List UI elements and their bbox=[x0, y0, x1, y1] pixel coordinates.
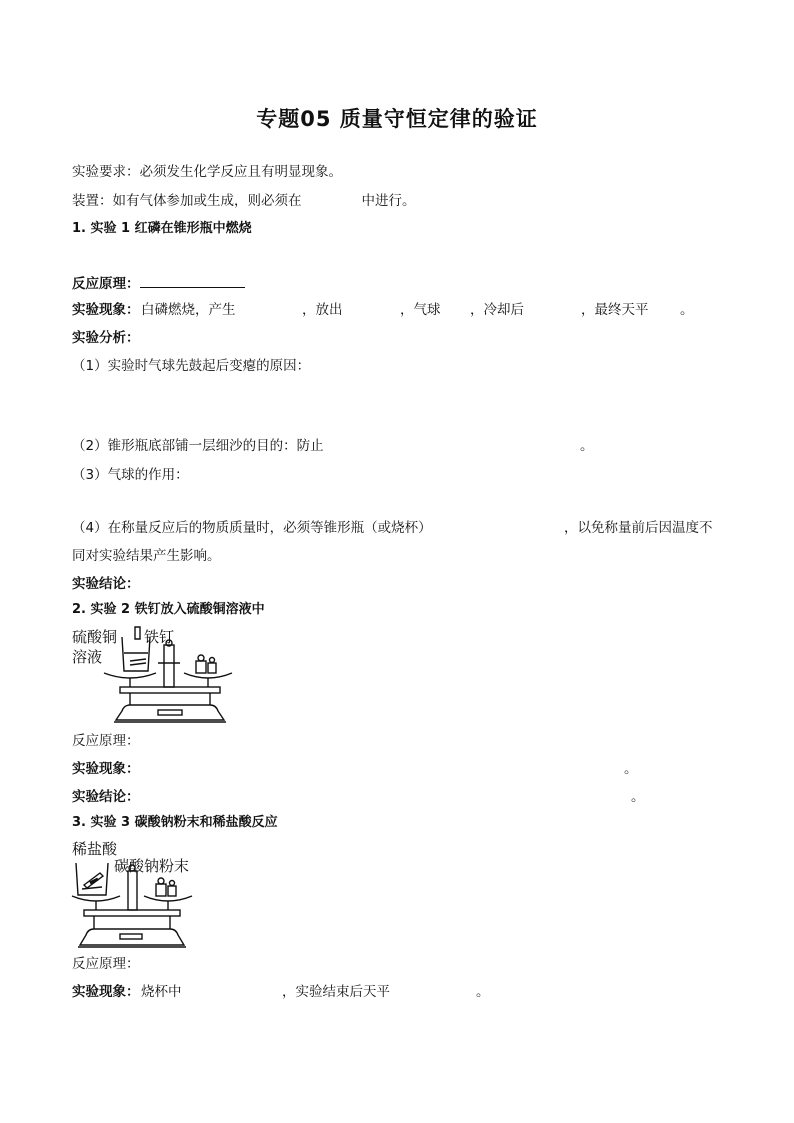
exp1-phen-part6: 。 bbox=[680, 302, 694, 318]
exp2-conclusion bbox=[72, 788, 772, 808]
exp1-question-2 bbox=[72, 437, 772, 457]
exp2-conclusion-label: 实验结论： bbox=[72, 789, 140, 805]
exp1-phen-part5: ，最终天平 bbox=[581, 302, 649, 318]
exp1-phen-part1: 白磷燃烧，产生 bbox=[141, 302, 236, 318]
exp1-q4-post: ，以免称量前后因温度不 bbox=[564, 520, 713, 536]
exp2-label-iron-nail: 铁钉 bbox=[144, 628, 175, 646]
exp1-phenomenon-label: 实验现象： bbox=[72, 302, 140, 318]
exp1-question-4-cont: 同对实验结果产生影响。 bbox=[72, 548, 221, 564]
exp1-heading: 1. 实验 1 红磷在锥形瓶中燃烧 bbox=[72, 221, 252, 236]
exp3-balance-figure bbox=[70, 855, 195, 950]
exp3-phenomenon-label: 实验现象： bbox=[72, 984, 140, 1000]
exp3-label-powder: 碳酸钠粉末 bbox=[114, 857, 190, 875]
exp1-q4-pre: （4）在称量反应后的物质质量时，必须等锥形瓶（或烧杯） bbox=[72, 520, 432, 536]
exp1-principle bbox=[72, 273, 245, 293]
exp1-principle-blank bbox=[140, 273, 245, 288]
exp2-phenomenon bbox=[72, 760, 772, 780]
exp1-analysis-label: 实验分析： bbox=[72, 330, 140, 346]
exp3-label-acid: 稀盐酸 bbox=[72, 840, 118, 858]
exp2-phenomenon-end: 。 bbox=[624, 761, 638, 777]
exp1-question-3: （3）气球的作用： bbox=[72, 467, 189, 483]
exp1-conclusion-label: 实验结论： bbox=[72, 576, 140, 592]
exp2-label-solution: 溶液 bbox=[72, 648, 103, 666]
exp1-q2-pre: （2）锥形瓶底部铺一层细沙的目的：防止 bbox=[72, 438, 324, 454]
exp2-principle-label: 反应原理： bbox=[72, 733, 140, 749]
page-title: 专题05 质量守恒定律的验证 bbox=[256, 107, 538, 131]
exp3-phen-part3: 。 bbox=[476, 984, 490, 1000]
device-text-post: 中进行。 bbox=[361, 193, 416, 209]
exp1-phenomenon bbox=[72, 301, 772, 321]
exp2-label-copper-sulfate: 硫酸铜 bbox=[72, 628, 118, 646]
exp1-phen-part2: ，放出 bbox=[302, 302, 343, 318]
exp3-phenomenon bbox=[72, 983, 772, 1003]
exp2-balance-figure bbox=[100, 625, 240, 725]
exp1-question-4 bbox=[72, 519, 772, 539]
device-text-pre: 装置：如有气体参加或生成，则必须在 bbox=[72, 193, 302, 209]
exp3-phen-part1: 烧杯中 bbox=[141, 984, 182, 1000]
exp2-heading: 2. 实验 2 铁钉放入硫酸铜溶液中 bbox=[72, 602, 265, 617]
exp1-phen-part4: ，冷却后 bbox=[470, 302, 524, 318]
exp3-phen-part2: ，实验结束后天平 bbox=[282, 984, 390, 1000]
exp3-heading: 3. 实验 3 碳酸钠粉末和稀盐酸反应 bbox=[72, 815, 278, 830]
exp2-conclusion-end: 。 bbox=[631, 789, 645, 805]
exp1-question-1: （1）实验时气球先鼓起后变瘪的原因： bbox=[72, 358, 311, 374]
device-text bbox=[72, 192, 416, 210]
exp1-q2-post: 。 bbox=[580, 438, 594, 454]
exp1-phen-part3: ，气球 bbox=[400, 302, 441, 318]
exp1-principle-label: 反应原理： bbox=[72, 276, 140, 292]
requirement-text: 实验要求：必须发生化学反应且有明显现象。 bbox=[72, 164, 342, 180]
exp2-phenomenon-label: 实验现象： bbox=[72, 761, 140, 777]
exp3-principle-label: 反应原理： bbox=[72, 956, 140, 972]
